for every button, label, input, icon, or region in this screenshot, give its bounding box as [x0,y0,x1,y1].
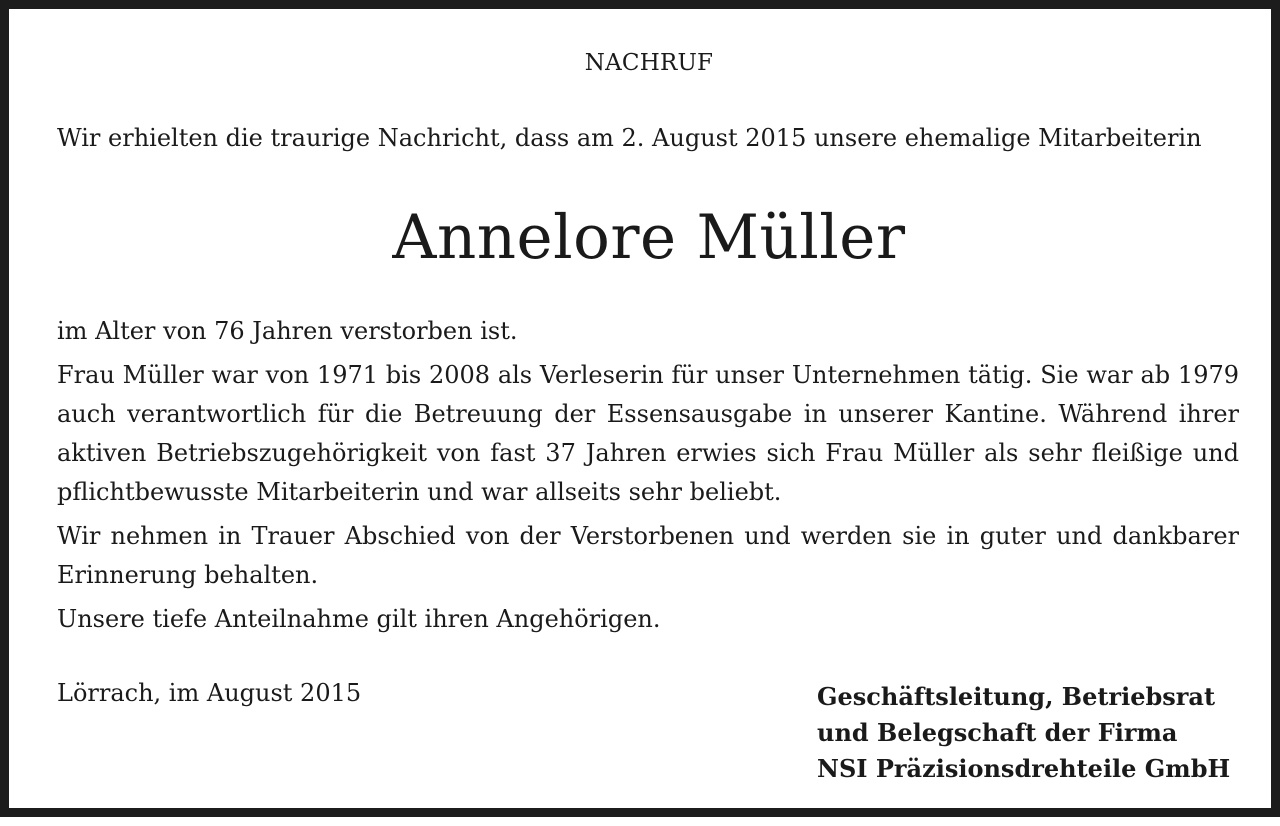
place-date: Lörrach, im August 2015 [57,679,362,707]
condolence-paragraph: Unsere tiefe Anteilnahme gilt ihren Angehörigen. [57,605,661,633]
signature-block [817,679,1230,787]
obituary-notice [57,9,1241,826]
career-paragraph: Frau Müller war von 1971 bis 2008 als Verleserin für unser Unternehmen tätig. Sie war ab 1979 auch verantwortlich für die Betreuung der Essensausgabe in unserer Kantine. Während ihrer aktiven Betriebszugehörigkeit von fast 37 Jahren erwies sich Frau Müller als sehr fleißige und pflichtbewusste Mitarbeiterin und war allseits sehr beliebt. [57,361,1239,506]
deceased-name: Annelore Müller [392,202,906,273]
farewell-paragraph: Wir nehmen in Trauer Abschied von der Verstorbenen und werden sie in guter und dankbarer Erinnerung behalten. [57,522,1239,589]
signature-line: und Belegschaft der Firma [817,718,1178,747]
signature-line: Geschäftsleitung, Betriebsrat [817,682,1216,711]
age-paragraph: im Alter von 76 Jahren verstorben ist. [57,317,518,345]
signature-line: NSI Präzisionsdrehteile GmbH [817,754,1231,783]
intro-text: Wir erhielten die traurige Nachricht, dass am 2. August 2015 unsere ehemalige Mitarbeiterin [57,124,1202,152]
notice-body [57,312,1239,644]
notice-heading: NACHRUF [584,50,714,76]
